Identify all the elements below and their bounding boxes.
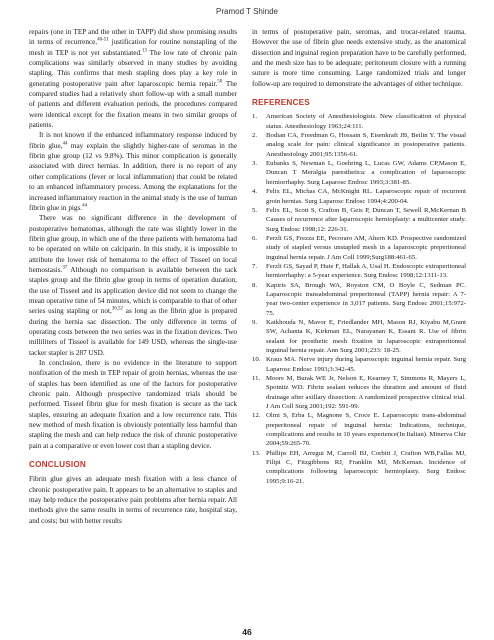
citation: 50 (217, 79, 223, 85)
paragraph (29, 130, 237, 213)
citation: 13 (141, 48, 147, 54)
reference-text: Felix EL, Scott S, Crafton B, Geis P, Duncan T, Sewell R,McKernan B Causes of recurrence after laparoscopic hernioplasty: a multicenter study. Surg Endosc 1998;12: 226-31. (266, 206, 466, 233)
text-run: Although no comparison is available between the tack staples group and the fibrin glue group in terms of operation duration, the use of Tisseel and its application device did not seem to change the mean operative time of 54 minutes, which is comparable to that of other series using stapling or not, (29, 265, 237, 316)
reference-item (252, 234, 466, 262)
conclusion-paragraph: Fibrin glue gives an adequate mesh fixation with a less chance of chronic postoperative pain. It appears to be an alternative to staples and may help reduce the postoperative pain problems after hernia repair. All methods give the same results in terms of recurrence rate, hospital stay, and costs; but with better results (29, 475, 237, 525)
reference-number: 4. (252, 188, 258, 196)
reference-item (252, 374, 466, 411)
text-run: as long as the fibrin glue is prepared during the hernia sac dissection. The only difference in terms of operating costs between the two series was in the fixation devices. Two milliliters of Tisseel is available for 149 USD, whereas the single-use tacker stapler is 287 USD. (29, 307, 238, 357)
citation: 44 (82, 203, 88, 209)
reference-number: 12. (252, 412, 261, 420)
reference-item (252, 318, 466, 355)
citation: 36,52 (111, 306, 124, 312)
reference-item (252, 281, 466, 318)
reference-text: Ferzli GS, Frezza EE, Pecoraro AM, Ahern KD. Prospective randomized study of stapled versus unstapled mesh in a laparoscopic preperitoneal inguinal hernia repair. J Am Coll 1999;Surg188:461-65. (266, 234, 466, 261)
reference-text: Felix EL, Michas CA, McKnight RL. Laparoscopic repair of recurrent groin hernias. Surg Laparosc Endosc 1994;4:200-04. (266, 188, 466, 205)
reference-text: Ferzli GS, Sayad P, Huie F, Hallak A, Usal H. Endoscopic extraperitoneal herniorrhaphy: a 5-year experience. Surg Endosc 1998;12:1311-13. (266, 262, 466, 280)
right-column (252, 27, 466, 486)
reference-item (252, 449, 466, 486)
reference-text: Kapiris SA, Brough WA, Royston CM, O Boyle C, Sedman PC. Laparoscopic transabdominal preperitoneal (TAPP) hernia repair: A 7-year two-center experience in 3,017 patients. Surg Endosc 2001;15:972-75. (266, 281, 466, 317)
paragraph: In conclusion, there is no evidence in the literature to support nonfixation of the mesh in TEP repair of groin hernias, whereas the use of staples has been identified as one of the factors for postoperative chronic pain. Although prospective randomized trials should be performed. Tisseel fibrin glue for mesh fixation is secure as the tack staples, ensuring an adequate fixation and a low recurrence rate. This new method of mesh fixation is obviously potentially less harmful than stapling the mesh and can help reduce the risk of chronic postoperative pain at a comparative or even lower cost than a stapling device. (29, 359, 237, 450)
reference-number: 6. (252, 234, 258, 242)
left-column (29, 27, 237, 526)
reference-text: American Society of Anesthesiologists. New classification of physical status. Anesthesiology 1963;24:111. (266, 113, 466, 130)
running-header-author: Pramod T Shinde (216, 7, 278, 16)
page-number: 46 (242, 627, 252, 637)
reference-number: 2. (252, 132, 258, 140)
reference-item (252, 187, 466, 206)
text-run: The low rate of chronic pain complications was similarly observed in many studies by avoiding stapling. This confirms that mesh stapling does play a key role in generating postoperative pain after laparoscopic hernia repair. (29, 48, 237, 88)
paragraph: in terms of postoperative pain, seromas, and trocar-related trauma. However the use of fibrin glue needs extensive study, as the anatomical dissection and inguinal region preparation have to be carefully performed, and the mesh size has to be adequate; peritoneum closure with a running suture is more time consuming. Large randomized trials and longer follow-up are required to demonstrate the advantages of either technique. (252, 28, 466, 88)
reference-item (252, 206, 466, 234)
reference-list (252, 112, 466, 486)
reference-number: 1. (252, 113, 258, 121)
reference-text: Kraus MA. Nerve injury during laparoscopic inguinal hernia repair. Surg Laparosc Endosc 1993;3:342-45. (266, 356, 466, 373)
reference-number: 10. (252, 356, 261, 364)
text-run: may explain the slightly higher-rate of seromas in the fibrin glue group (12 vs 9.8%). This minor complication is generally associated with direct hernias. In addition, there is no report of any other complications (fever or local inflammation) that could be related to an enhanced inflammatory process. Among the explanations for the increased inflammatory reaction in the animal study is the use of human fibrin glue in pigs. (29, 141, 238, 212)
reference-item (252, 355, 466, 374)
reference-number: 13. (252, 449, 261, 457)
citation: 44 (62, 141, 68, 147)
reference-item (252, 131, 466, 159)
text-run: justification for routine nonstapling of the mesh in TEP is not yet substantiated. (29, 38, 237, 57)
reference-item (252, 159, 466, 187)
reference-item (252, 262, 466, 281)
reference-number: 8. (252, 281, 258, 289)
reference-text: Olmi S, Erba L, Magnone S, Croce E. Laparoscopic trans-abdominal preperitoneal repair of inguinal hernia: Indications, technique, complications and results in 10 years experience(In Italian). Minerva Chir 2004;59:265-70. (266, 412, 466, 448)
reference-text: Bodian CA, Freedman G, Hossain S, Eisenkraft JB, Beilin Y. The visual analog scale for pain: clinical significance in postoperative patients. Anesthesiology 2001;95:1356-61. (266, 132, 466, 158)
text-run: There was no significant difference in the development of postoperative hematomas, although the rate was slightly lower in the fibrin glue group, in which one of the three patients with hematoma had to be operated on while on calciparin. In this study, it is impossible to attribute the lower risk of hematoma to the effect of Tisseel on local hemostasis. (29, 214, 237, 274)
reference-item (252, 411, 466, 448)
citation: 40-51 (97, 37, 109, 43)
reference-number: 3. (252, 160, 258, 168)
section-heading-references: REFERENCES (252, 98, 310, 108)
reference-number: 7. (252, 262, 258, 270)
reference-item (252, 112, 466, 131)
reference-text: Moore M, Burak WE Jr, Nelson E, Kearney T, Simmons R, Mayers L, Spotnitz WD. Fibrin sealant reduces the duration and amount of fluid drainage after axillary dissection: A randomized prospective clinical trial. J Am Coll Surg 2001;192: 591-99. (266, 375, 466, 411)
reference-text: Eubanks S, Newman L, Goehring L, Lucas GW, Adams CP,Mason E, Duncan T Meralgia paresthetica: a complication of laparoscopic herniorrhaphy. Surg Laparosc Endosc 1993;3:381-85. (266, 160, 466, 186)
reference-text: Katkhouda N, Mavor E, Friedlander MH, Mason RJ, Kiyabu M,Grant SW, Achanta K, Kirkman EL, Narayanan K, Essani R. Use of fibrin sealant for prosthetic mesh fixation in laparoscopic extraperitoneal inguinal hernia repair. Ann Surg 2001;233: 18-25. (266, 318, 466, 354)
text-run: The compared studies had a relatively short follow-up with a small number of patients and different evaluation periods, the procedures compared were identical except for the fixation means in two similar groups of patients. (29, 79, 237, 130)
text-run: repairs (one in TEP and the other in TAPP) did show promising results in terms of recurrence, (29, 28, 237, 47)
citation: 37 (62, 265, 68, 271)
reference-number: 9. (252, 318, 258, 326)
reference-text: Phillips EH, Arregui M, Carroll BJ, Corbitt J, Crafton WB,Fallas MJ, Filipi C, Fitzgibbons RJ, Franklin MJ, McKernan. Incidence of complications following laparoscopic hernioplasty. Surg Endosc 1995;9:16-21. (266, 449, 466, 485)
paragraph (29, 27, 237, 130)
reference-number: 11. (252, 375, 261, 383)
paragraph (29, 213, 237, 358)
text-run: It is not known if the enhanced inflammatory response induced by fibrin glue, (29, 131, 237, 150)
reference-number: 5. (252, 206, 258, 214)
section-heading-conclusion: CONCLUSION (29, 460, 87, 470)
